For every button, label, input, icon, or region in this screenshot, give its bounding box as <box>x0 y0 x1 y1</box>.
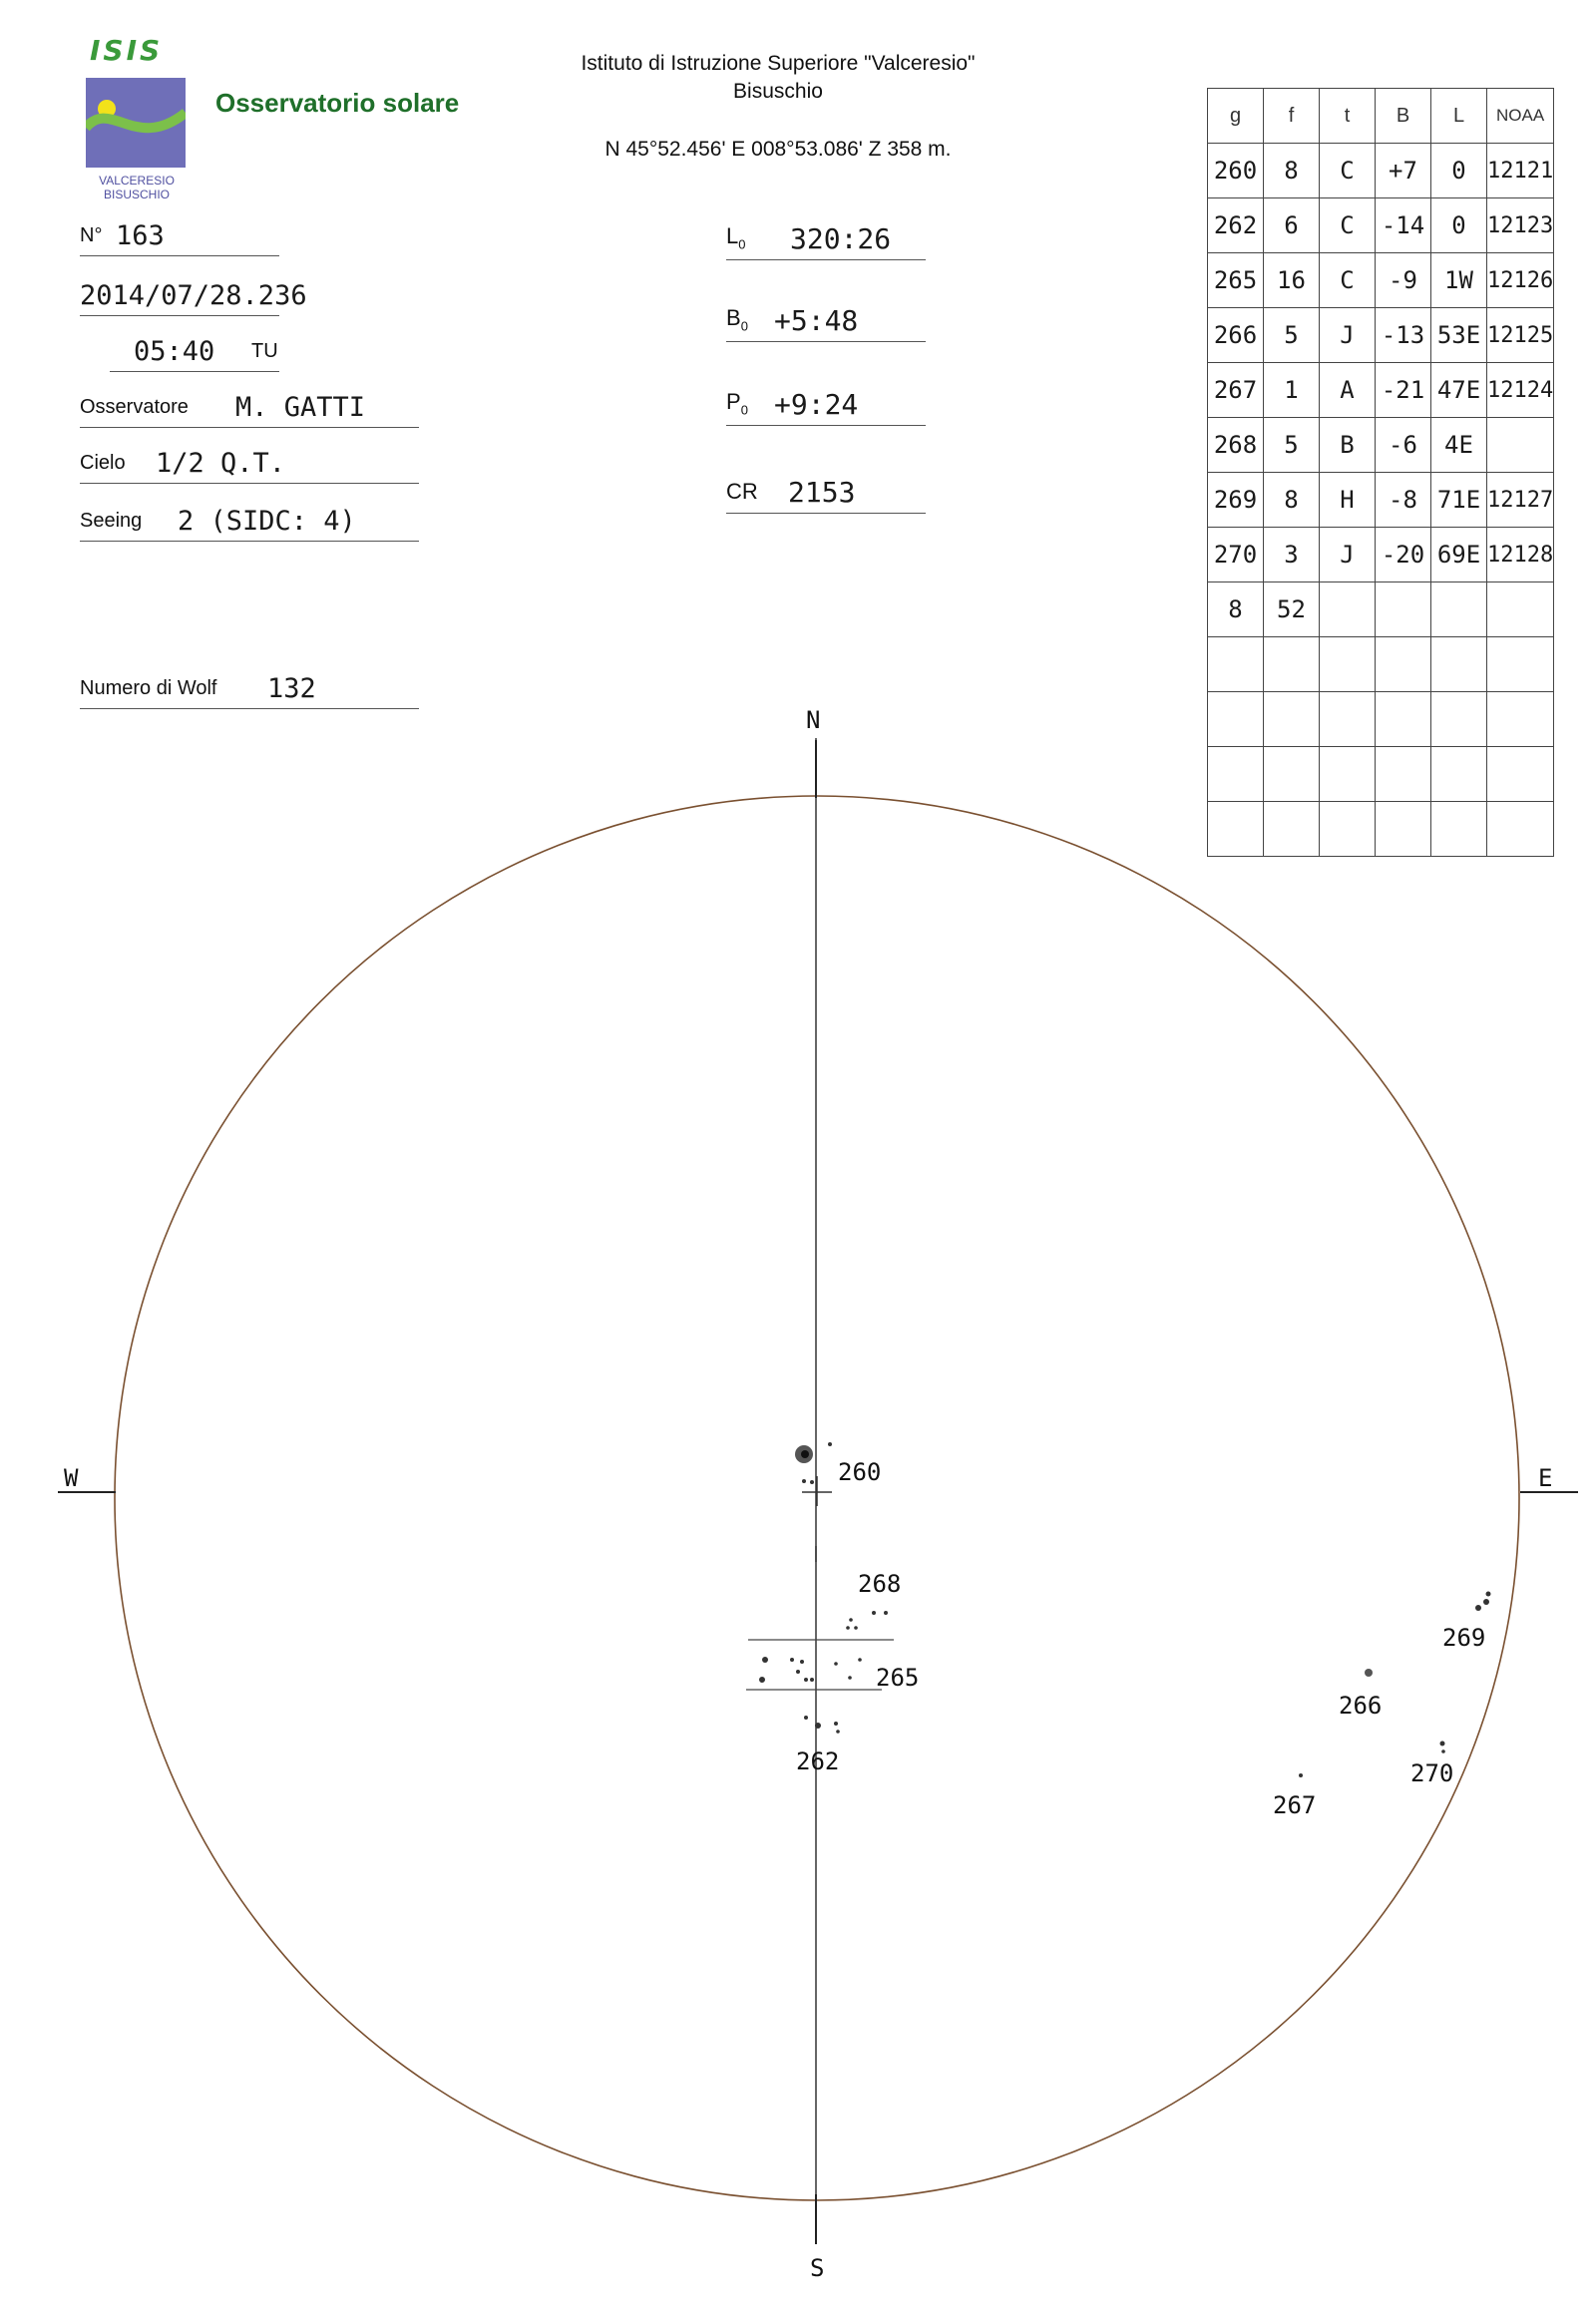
sunspot <box>1299 1773 1303 1777</box>
cell-t: C <box>1320 144 1376 198</box>
time-value: 05:40 <box>134 336 215 367</box>
cell-b: -6 <box>1376 418 1431 473</box>
group-label-266: 266 <box>1339 1692 1383 1720</box>
cell-noaa: 12124 <box>1487 363 1554 418</box>
sunspot <box>848 1676 852 1680</box>
sunspot <box>849 1618 853 1622</box>
sunspot <box>872 1611 876 1615</box>
cell-noaa: 12125 <box>1487 308 1554 363</box>
cell-f: 5 <box>1264 308 1320 363</box>
sunspot <box>762 1657 768 1663</box>
cell-l: 71E <box>1431 473 1487 528</box>
sunspot <box>884 1611 888 1615</box>
west-label: W <box>64 1464 79 1492</box>
sunspot <box>800 1660 804 1664</box>
logo-subtitle: VALCERESIO <box>99 174 175 188</box>
cell-g: 266 <box>1208 308 1264 363</box>
sky-label: Cielo <box>80 452 126 474</box>
b0-label: $B_0$ <box>726 304 748 333</box>
sunspot <box>834 1662 838 1666</box>
sunspot <box>759 1677 765 1683</box>
drawing-number-label: N° <box>80 224 103 246</box>
group-label-267: 267 <box>1273 1791 1317 1819</box>
p0-value: +9:24 <box>774 388 859 421</box>
group-label-268: 268 <box>858 1570 902 1598</box>
sunspot <box>801 1450 809 1458</box>
cell-f: 8 <box>1264 473 1320 528</box>
observer-value: M. GATTI <box>235 392 366 423</box>
cell-b: -8 <box>1376 473 1431 528</box>
cell-g: 8 <box>1208 582 1264 637</box>
cell-g: 265 <box>1208 253 1264 308</box>
group-265-spots <box>759 1657 862 1683</box>
sunspot <box>804 1716 808 1720</box>
sunspot <box>846 1626 850 1630</box>
group-266-spots <box>1365 1669 1373 1677</box>
cell-t: A <box>1320 363 1376 418</box>
carrington-rotation-label: CR <box>726 479 758 504</box>
b0-value: +5:48 <box>774 304 859 337</box>
sunspot <box>858 1658 862 1662</box>
sunspot <box>1441 1749 1445 1753</box>
sunspot <box>790 1658 794 1662</box>
sky-value: 1/2 Q.T. <box>156 448 286 479</box>
group-262-spots <box>804 1716 840 1734</box>
cell-l: 53E <box>1431 308 1487 363</box>
sunspot <box>1440 1742 1445 1746</box>
cell-l: 47E <box>1431 363 1487 418</box>
group-270-spots <box>1440 1742 1445 1753</box>
cell-f: 1 <box>1264 363 1320 418</box>
cell-t: C <box>1320 253 1376 308</box>
cell-f: 8 <box>1264 144 1320 198</box>
observatory-title: Osservatorio solare <box>215 88 460 118</box>
cell-t: J <box>1320 528 1376 582</box>
sunspot <box>802 1479 806 1483</box>
cell-f: 6 <box>1264 198 1320 253</box>
cell-g: 262 <box>1208 198 1264 253</box>
group-label-265: 265 <box>876 1664 920 1692</box>
column-header-b: B <box>1376 89 1431 144</box>
group-label-270: 270 <box>1410 1759 1454 1787</box>
seeing-value: 2 (SIDC: 4) <box>178 506 356 537</box>
observer-label: Osservatore <box>80 396 189 418</box>
column-header-f: f <box>1264 89 1320 144</box>
logo-wordmark: ISIS <box>90 34 164 67</box>
cell-b: -13 <box>1376 308 1431 363</box>
cell-noaa: 12127 <box>1487 473 1554 528</box>
institute-town: Bisuschio <box>733 80 823 103</box>
sunspot <box>810 1678 814 1682</box>
cell-t: J <box>1320 308 1376 363</box>
cell-l: 69E <box>1431 528 1487 582</box>
cell-b: -21 <box>1376 363 1431 418</box>
sunspot <box>836 1730 840 1734</box>
l0-value: 320:26 <box>790 222 892 255</box>
logo-subtitle: BISUSCHIO <box>103 188 170 201</box>
cell-l: 4E <box>1431 418 1487 473</box>
cell-l: 0 <box>1431 144 1487 198</box>
sunspot <box>1483 1599 1489 1605</box>
cell-b: +7 <box>1376 144 1431 198</box>
wolf-number-label: Numero di Wolf <box>80 677 217 699</box>
sunspot <box>828 1442 832 1446</box>
sunspot <box>1475 1605 1481 1611</box>
cell-noaa: 12121 <box>1487 144 1554 198</box>
group-267-spots <box>1299 1773 1303 1777</box>
cell-noaa: 12123 <box>1487 198 1554 253</box>
wolf-number-value: 132 <box>267 673 316 704</box>
cell-l: 1W <box>1431 253 1487 308</box>
sunspot <box>854 1626 858 1630</box>
time-unit: TU <box>251 340 278 362</box>
cell-f: 3 <box>1264 528 1320 582</box>
cell-noaa: 12126 <box>1487 253 1554 308</box>
cell-b: -9 <box>1376 253 1431 308</box>
cell-g: 269 <box>1208 473 1264 528</box>
group-label-262: 262 <box>796 1747 840 1775</box>
date-value: 2014/07/28.236 <box>80 280 307 311</box>
group-268-spots <box>846 1611 888 1630</box>
cell-f: 16 <box>1264 253 1320 308</box>
group-260-spots <box>795 1442 832 1484</box>
cell-t: H <box>1320 473 1376 528</box>
carrington-rotation-value: 2153 <box>788 476 856 509</box>
observatory-coordinates: N 45°52.456' E 008°53.086' Z 358 m. <box>604 138 952 161</box>
cell-f: 5 <box>1264 418 1320 473</box>
column-header-l: L <box>1431 89 1487 144</box>
group-label-269: 269 <box>1442 1624 1486 1652</box>
drawing-number-value: 163 <box>116 220 165 251</box>
column-header-noaa: NOAA <box>1487 89 1554 144</box>
cell-g: 260 <box>1208 144 1264 198</box>
sunspot <box>834 1722 838 1726</box>
sunspot <box>1486 1592 1491 1597</box>
cell-t: B <box>1320 418 1376 473</box>
north-label: N <box>806 706 821 734</box>
seeing-label: Seeing <box>80 510 143 532</box>
sunspot <box>815 1723 821 1729</box>
cell-g: 270 <box>1208 528 1264 582</box>
group-269-spots <box>1475 1592 1491 1612</box>
column-header-t: t <box>1320 89 1376 144</box>
l0-label: $L_0$ <box>726 222 746 251</box>
cell-noaa: 12128 <box>1487 528 1554 582</box>
east-label: E <box>1538 1464 1553 1492</box>
sunspot <box>1365 1669 1373 1677</box>
sunspot <box>810 1480 814 1484</box>
south-label: S <box>810 2254 825 2282</box>
cell-l: 0 <box>1431 198 1487 253</box>
cell-b: -14 <box>1376 198 1431 253</box>
sunspot <box>804 1678 808 1682</box>
cell-b: -20 <box>1376 528 1431 582</box>
cell-f: 52 <box>1264 582 1320 637</box>
cell-g: 267 <box>1208 363 1264 418</box>
p0-label: $P_0$ <box>726 388 748 417</box>
sunspot <box>796 1670 800 1674</box>
group-label-260: 260 <box>838 1458 882 1486</box>
cell-t: C <box>1320 198 1376 253</box>
institute-name: Istituto di Istruzione Superiore "Valceresio" <box>581 52 976 75</box>
cell-g: 268 <box>1208 418 1264 473</box>
column-header-g: g <box>1208 89 1264 144</box>
